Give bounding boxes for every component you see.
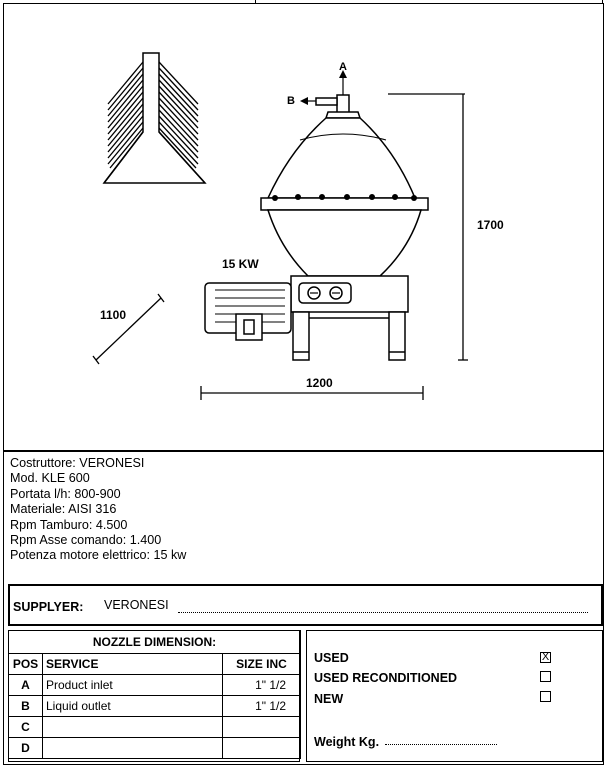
new-checkbox[interactable] bbox=[540, 691, 551, 702]
used-check-mark: X bbox=[541, 651, 550, 663]
row-pos: B bbox=[9, 696, 43, 717]
used-reconditioned-checkbox[interactable] bbox=[540, 671, 551, 682]
power-label: 15 KW bbox=[222, 257, 259, 271]
nozzle-table bbox=[8, 630, 301, 759]
row-service: Liquid outlet bbox=[43, 696, 223, 717]
spec-motor-power: Potenza motore elettrico: 15 kw bbox=[10, 548, 187, 563]
nozzle-header-row bbox=[9, 654, 301, 675]
row-size: 1" 1/2 bbox=[223, 675, 301, 696]
spec-model: Mod. KLE 600 bbox=[10, 471, 90, 486]
row-size: 1" 1/2 bbox=[223, 696, 301, 717]
nozzle-title: NOZZLE DIMENSION: bbox=[9, 631, 301, 654]
row-service bbox=[43, 738, 223, 759]
table-row bbox=[9, 717, 301, 738]
disc-stack-detail bbox=[104, 53, 205, 183]
width-dimension: 1200 bbox=[306, 376, 333, 390]
table-row bbox=[9, 696, 301, 717]
used-reconditioned-label: USED RECONDITIONED bbox=[314, 671, 458, 685]
spec-capacity: Portata l/h: 800-900 bbox=[10, 486, 121, 501]
row-pos: C bbox=[9, 717, 43, 738]
row-pos: D bbox=[9, 738, 43, 759]
supplier-box bbox=[8, 584, 603, 626]
supplier-label: SUPPLYER: bbox=[13, 600, 84, 614]
used-checkbox[interactable] bbox=[540, 652, 551, 663]
separator-body bbox=[205, 70, 428, 360]
depth-dimension: 1100 bbox=[100, 308, 127, 322]
row-size bbox=[223, 738, 301, 759]
supplier-value: VERONESI bbox=[104, 598, 169, 612]
height-dimension: 1700 bbox=[477, 218, 504, 232]
row-size bbox=[223, 717, 301, 738]
weight-dotted-line bbox=[385, 744, 497, 745]
label-a: A bbox=[339, 61, 347, 73]
table-row bbox=[9, 675, 301, 696]
weight-label: Weight Kg. bbox=[314, 735, 380, 749]
new-label: NEW bbox=[314, 692, 344, 706]
header-pos: POS bbox=[9, 654, 43, 675]
spec-divider bbox=[4, 450, 604, 452]
used-label: USED bbox=[314, 651, 349, 665]
table-row bbox=[9, 738, 301, 759]
header-size: SIZE INC bbox=[223, 654, 301, 675]
label-b: B bbox=[287, 95, 295, 107]
spec-material: Materiale: AISI 316 bbox=[10, 502, 117, 517]
spec-manufacturer: Costruttore: VERONESI bbox=[10, 456, 145, 470]
separator-drawing bbox=[4, 4, 604, 450]
specifications bbox=[10, 456, 186, 564]
row-pos: A bbox=[9, 675, 43, 696]
row-service bbox=[43, 717, 223, 738]
spec-shaft-rpm: Rpm Asse comando: 1.400 bbox=[10, 533, 162, 548]
row-service: Product inlet bbox=[43, 675, 223, 696]
header-service: SERVICE bbox=[43, 654, 223, 675]
spec-bowl-rpm: Rpm Tamburo: 4.500 bbox=[10, 517, 128, 532]
supplier-dotted-line bbox=[178, 612, 588, 613]
